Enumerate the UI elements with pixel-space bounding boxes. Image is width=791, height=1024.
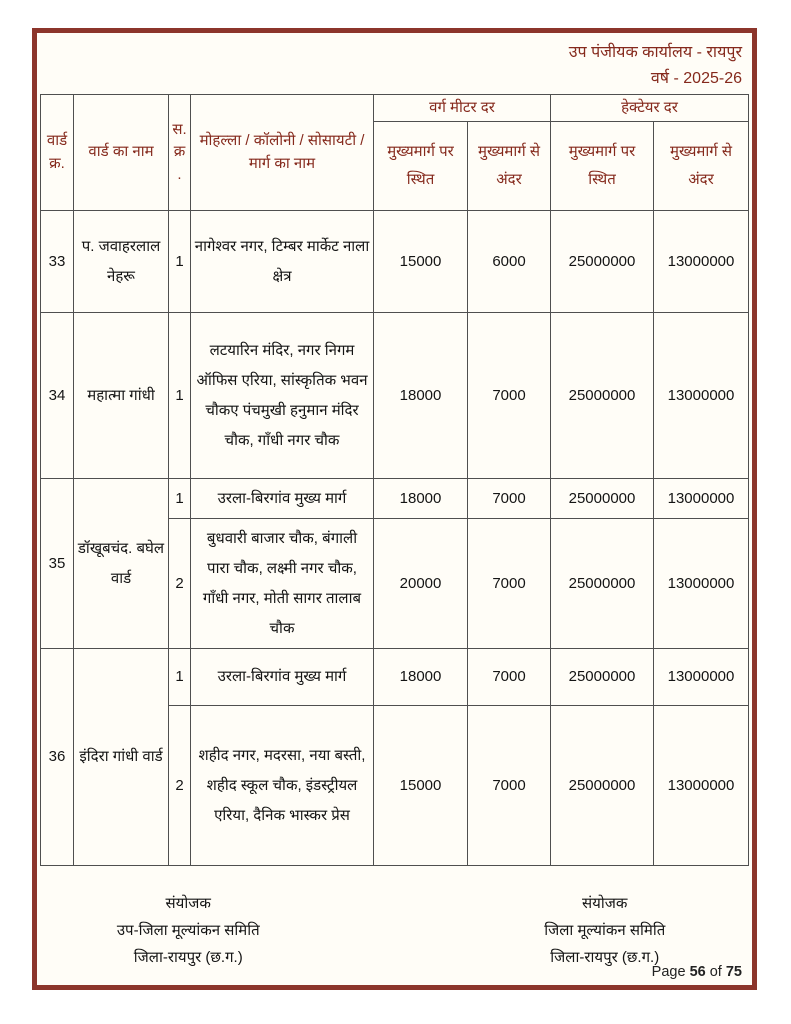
col-header-ha-on-main-road: मुख्यमार्ग पर स्थित xyxy=(551,122,654,211)
table-row-ward-34 xyxy=(41,313,749,479)
sqm-inner-rate-cell: 7000 xyxy=(468,706,551,866)
sqm-inner-rate-cell: 7000 xyxy=(468,479,551,519)
sqm-main-rate-cell: 15000 xyxy=(374,706,468,866)
ha-inner-rate-cell: 13000000 xyxy=(654,313,749,479)
locality-cell: उरला-बिरगांव मुख्य मार्ग xyxy=(191,479,374,519)
footer-left-block xyxy=(41,890,336,971)
ha-inner-rate-cell: 13000000 xyxy=(654,649,749,706)
ha-main-rate-cell: 25000000 xyxy=(551,519,654,649)
serial-cell: 1 xyxy=(169,479,191,519)
ward-name-cell: इंदिरा गांधी वार्ड xyxy=(74,649,169,866)
page-number xyxy=(652,964,742,980)
ha-main-rate-cell: 25000000 xyxy=(551,211,654,313)
office-title: उप पंजीयक कार्यालय - रायपुर xyxy=(568,44,742,61)
sqm-main-rate-cell: 18000 xyxy=(374,313,468,479)
page-total: 75 xyxy=(725,964,742,980)
footer-right-title: संयोजक xyxy=(582,895,628,912)
locality-cell: उरला-बिरगांव मुख्य मार्ग xyxy=(191,649,374,706)
footer-left-title: संयोजक xyxy=(165,895,211,912)
footer-right-district: जिला-रायपुर (छ.ग.) xyxy=(550,949,660,966)
sqm-inner-rate-cell: 7000 xyxy=(468,519,551,649)
locality-cell: शहीद नगर, मदरसा, नया बस्ती, शहीद स्कूल चौक, इंडस्ट्रीयल एरिया, दैनिक भास्कर प्रेस xyxy=(191,706,374,866)
col-header-serial-no: स.क्र. xyxy=(169,95,191,211)
ha-inner-rate-cell: 13000000 xyxy=(654,211,749,313)
locality-cell: बुधवारी बाजार चौक, बंगाली पारा चौक, लक्ष्मी नगर चौक, गाँधी नगर, मोती सागर तालाब चौक xyxy=(191,519,374,649)
ward-no-cell: 36 xyxy=(41,649,74,866)
document-page xyxy=(32,28,757,990)
ward-name-cell: डॉखूबचंद. बघेल वार्ड xyxy=(74,479,169,649)
page-current: 56 xyxy=(689,964,706,980)
sqm-main-rate-cell: 18000 xyxy=(374,649,468,706)
col-header-locality: मोहल्ला / कॉलोनी / सोसायटी / मार्ग का नाम xyxy=(191,95,374,211)
col-group-hectare-rate: हेक्टेयर दर xyxy=(551,95,749,122)
col-header-ward-no: वार्ड क्र. xyxy=(41,95,74,211)
signature-footer xyxy=(37,890,752,971)
serial-cell: 1 xyxy=(169,313,191,479)
col-group-sqm-rate: वर्ग मीटर दर xyxy=(374,95,551,122)
ha-inner-rate-cell: 13000000 xyxy=(654,519,749,649)
col-header-sqm-inner: मुख्यमार्ग से अंदर xyxy=(468,122,551,211)
sqm-inner-rate-cell: 7000 xyxy=(468,649,551,706)
footer-right-committee: जिला मूल्यांकन समिति xyxy=(544,922,666,939)
locality-cell: लटयारिन मंदिर, नगर निगम ऑफिस एरिया, सांस्कृतिक भवन चौकए पंचमुखी हनुमान मंदिर चौक, गाँधी नगर चौक xyxy=(191,313,374,479)
serial-cell: 1 xyxy=(169,649,191,706)
ha-main-rate-cell: 25000000 xyxy=(551,706,654,866)
serial-cell: 2 xyxy=(169,706,191,866)
col-header-ha-inner: मुख्यमार्ग से अंदर xyxy=(654,122,749,211)
col-header-sqm-on-main-road: मुख्यमार्ग पर स्थित xyxy=(374,122,468,211)
ward-name-cell: महात्मा गांधी xyxy=(74,313,169,479)
table-row-ward-35-entry-1 xyxy=(41,479,749,519)
ha-main-rate-cell: 25000000 xyxy=(551,649,654,706)
ward-no-cell: 33 xyxy=(41,211,74,313)
year-label: वर्ष - 2025-26 xyxy=(650,70,742,88)
ha-inner-rate-cell: 13000000 xyxy=(654,706,749,866)
footer-left-committee: उप-जिला मूल्यांकन समिति xyxy=(116,922,260,939)
locality-cell: नागेश्वर नगर, टिम्बर मार्केट नाला क्षेत्र xyxy=(191,211,374,313)
footer-left-district: जिला-रायपुर (छ.ग.) xyxy=(133,949,243,966)
sqm-inner-rate-cell: 7000 xyxy=(468,313,551,479)
ward-no-cell: 34 xyxy=(41,313,74,479)
document-header xyxy=(37,33,752,92)
rate-table xyxy=(40,94,749,866)
table-header-group-row xyxy=(41,95,749,122)
sqm-inner-rate-cell: 6000 xyxy=(468,211,551,313)
page-of-label: of xyxy=(709,964,722,980)
serial-cell: 2 xyxy=(169,519,191,649)
col-header-ward-name: वार्ड का नाम xyxy=(74,95,169,211)
table-row-ward-33 xyxy=(41,211,749,313)
serial-cell: 1 xyxy=(169,211,191,313)
table-row-ward-36-entry-1 xyxy=(41,649,749,706)
ha-main-rate-cell: 25000000 xyxy=(551,313,654,479)
ha-inner-rate-cell: 13000000 xyxy=(654,479,749,519)
sqm-main-rate-cell: 18000 xyxy=(374,479,468,519)
ward-no-cell: 35 xyxy=(41,479,74,649)
footer-right-block xyxy=(458,890,753,971)
page-label: Page xyxy=(651,964,686,980)
ward-name-cell: प. जवाहरलाल नेहरू xyxy=(74,211,169,313)
sqm-main-rate-cell: 15000 xyxy=(374,211,468,313)
sqm-main-rate-cell: 20000 xyxy=(374,519,468,649)
ha-main-rate-cell: 25000000 xyxy=(551,479,654,519)
